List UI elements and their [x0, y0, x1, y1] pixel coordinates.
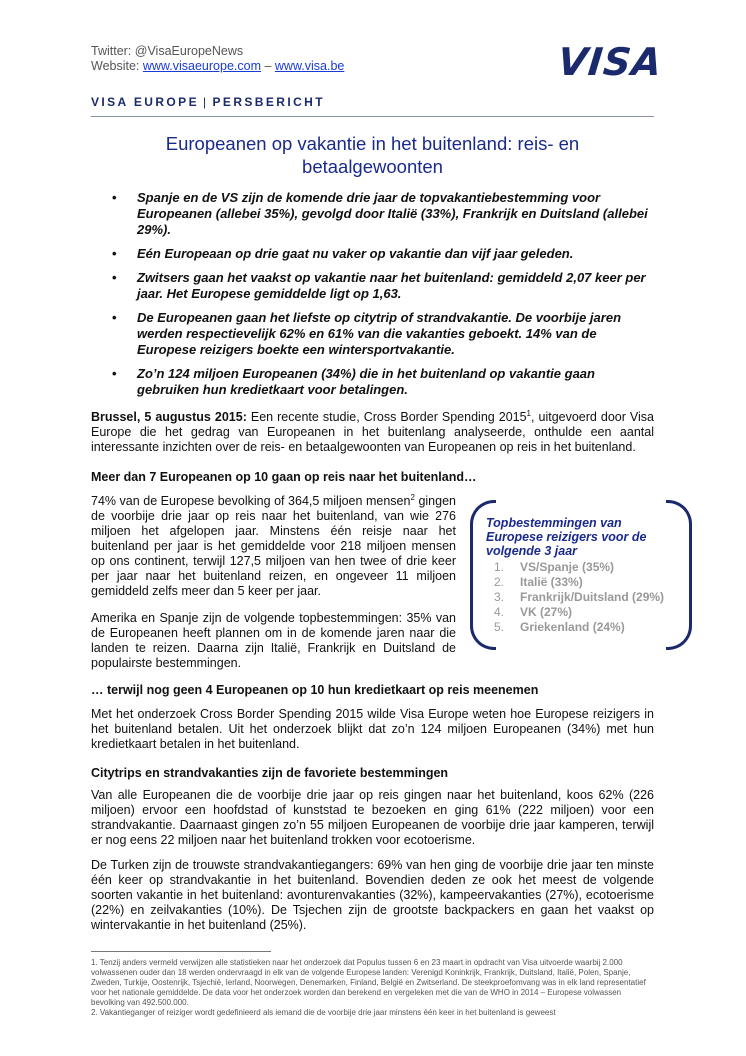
intro-text: Een recente studie, Cross Border Spending 2015 — [246, 410, 527, 424]
right-bracket — [666, 500, 692, 650]
destination-item — [494, 575, 664, 590]
footnotes — [91, 958, 654, 1018]
highlight-item: • Spanje en de VS zijn de komende drie jaar de topvakantiebestemming voor Europeanen (allebei 35%), gevolgd door Italië (33%), Frankrijk en Duitsland (allebei 29%). — [112, 190, 652, 238]
visa-logo: VISA — [555, 40, 665, 84]
section3-paragraph: Van alle Europeanen die de voorbije drie jaar op reis gingen naar het buitenland, koos 62% (226 miljoen) ervoor een hoofdstad of kunststad te bezoeken en ging 61% (222 miljoen) voor een strandvakantie. Daarnaast gingen zo’n 55 miljoen Europeanen de voorbije drie jaar kamperen, terwijl er nog eens 22 miljoen naar het buitenland trokken voor ecotoerisme. — [91, 788, 654, 847]
item-label: Griekenland (24%) — [520, 620, 625, 634]
intro-text: , uitgevoerd door Visa Europe die het gedrag van Europeanen in het buitenlang analyseerde, onthulde een aantal interessante inzichten over de reis- en betaalgewoonten van Europeanen op reis in het buitenland. — [91, 410, 655, 454]
footnote-divider — [91, 951, 271, 952]
item-number: 4. — [494, 605, 505, 619]
footnote-ref-1: 1 — [526, 408, 531, 418]
page-title: Europeanen op vakantie in het buitenland: reis- en betaalgewoonten — [165, 133, 580, 177]
highlight-item: • Eén Europeaan op drie gaat nu vaker op vakantie dan vijf jaar geleden. — [112, 246, 652, 262]
highlights-list — [112, 190, 652, 406]
item-number: 5. — [494, 620, 505, 634]
footnote-ref-2: 2 — [410, 492, 415, 502]
highlight-item: • Zo’n 124 miljoen Europeanen (34%) die in het buitenland op vakantie gaan gebruiken hun kredietkaart voor betalingen. — [112, 366, 652, 398]
section-heading: Citytrips en strandvakanties zijn de favoriete bestemmingen — [91, 766, 449, 780]
section1-paragraph — [91, 494, 456, 599]
highlight-item: • Zwitsers gaan het vaakst op vakantie naar het buitenland: gemiddeld 2,07 keer per jaar. Het Europese gemiddelde ligt op 1,63. — [112, 270, 652, 302]
item-label: VK (27%) — [520, 605, 573, 619]
section1-text: 74% van de Europese bevolking of 364,5 miljoen mensen — [91, 494, 411, 508]
twitter-handle: Twitter: @VisaEuropeNews — [91, 44, 244, 58]
destination-item — [494, 590, 664, 605]
item-label: VS/Spanje (35%) — [520, 560, 615, 574]
footnote-1: 1. Tenzij anders vermeld verwijzen alle statistieken naar het onderzoek dat Populus tussen 6 en 23 maart in opdracht van Visa uitvoerde waarbij 2.000 volwassenen ouder dan 18 werden ondervraagd in elk van de volgende Europese landen: Verenigd Koninkrijk, Frankrijk, Duitsland, Italië, Polen, Spanje, Zweden, Turkije, Oostenrijk, Tsjechië, Ierland, Noorwegen, Denemarken, Finland, België en Zwitserland. De steekproefomvang was in elk land representatief voor het nationale gemiddelde. De data voor het onderzoek worden dan berekend en vergeleken met die van de WHO in 2014 – Europese volwassen bevolking van 492.500.000. — [91, 958, 646, 1007]
section-heading: … terwijl nog geen 4 Europeanen op 10 hun kredietkaart op reis meenemen — [91, 683, 539, 697]
box-title: Topbestemmingen van Europese reizigers voor de volgende 3 jaar — [486, 516, 647, 558]
header-doc-type: PERSBERICHT — [212, 95, 325, 109]
section3-paragraph: De Turken zijn de trouwste strandvakantiegangers: 69% van hen ging de voorbije drie jaar ten minste één keer op strandvakantie in het buitenland. Bovendien deden ze ook het meest de volgende soorten vakantie in het buitenland: avonturenvakanties (32%), kampeervakanties (27%), ecotoerisme (22%) en zeilvakanties (10%). De Tsjechen zijn de grootste backpackers en gaan het vaakst op wintervakantie in het buitenland (25%). — [91, 858, 654, 932]
section2-paragraph: Met het onderzoek Cross Border Spending 2015 wilde Visa Europe weten hoe Europese reizigers in het buitenland betalen. Uit het onderzoek blijkt dat zo’n 124 miljoen Europeanen (34%) met hun kredietkaart betalen in het buitenland. — [91, 707, 654, 751]
top-destinations-box — [470, 500, 692, 650]
item-number: 1. — [494, 560, 505, 574]
link-separator: – — [260, 59, 275, 73]
visaeurope-link[interactable]: www.visaeurope.com — [142, 59, 261, 73]
item-number: 3. — [494, 590, 505, 604]
header-company: VISA EUROPE — [91, 95, 199, 109]
highlight-item: • De Europeanen gaan het liefste op citytrip of strandvakantie. De voorbije jaren werden respectievelijk 62% en 61% van die vakanties geboekt. 14% van de Europese reizigers boekte een wintersportvakantie. — [112, 310, 652, 358]
destination-item — [494, 620, 664, 635]
section1-text: gingen de voorbije drie jaar op reis naar het buitenland, van wie 276 miljoen het afgelopen jaar. Minstens één reisje naar het buitenland per jaar is het gemiddelde voor 218 miljoen mensen op ons continent, terwijl 127,5 miljoen van hen twee of drie keer per jaar naar het buitenland reizen, en ongeveer 11 miljoen gemiddeld zelfs meer dan 5 keer per jaar. — [91, 494, 456, 598]
destination-item — [494, 560, 664, 575]
destination-list — [494, 560, 664, 635]
document-header — [91, 95, 325, 109]
header-separator: | — [202, 95, 209, 109]
dateline: Brussel, 5 augustus 2015: — [91, 410, 247, 424]
website-label: Website: — [91, 59, 143, 73]
intro-paragraph — [91, 410, 654, 455]
destination-item — [494, 605, 664, 620]
website-line — [91, 59, 344, 74]
header-divider — [91, 116, 654, 117]
item-label: Frankrijk/Duitsland (29%) — [520, 590, 665, 604]
footnote-2: 2. Vakantieganger of reiziger wordt gedefinieerd als iemand die de voorbije drie jaar minstens één keer in het buitenland is geweest — [91, 1008, 556, 1017]
visa-be-link[interactable]: www.visa.be — [274, 59, 345, 73]
contact-info — [91, 44, 344, 74]
item-label: Italië (33%) — [520, 575, 583, 589]
item-number: 2. — [494, 575, 505, 589]
section1-paragraph: Amerika en Spanje zijn de volgende topbestemmingen: 35% van de Europeanen heeft plannen om in de komende jaren naar die landen te reizen. Daarna zijn Italië, Frankrijk en Duitsland de populairste bestemmingen. — [91, 611, 456, 670]
section-heading: Meer dan 7 Europeanen op 10 gaan op reis naar het buitenland… — [91, 470, 477, 484]
